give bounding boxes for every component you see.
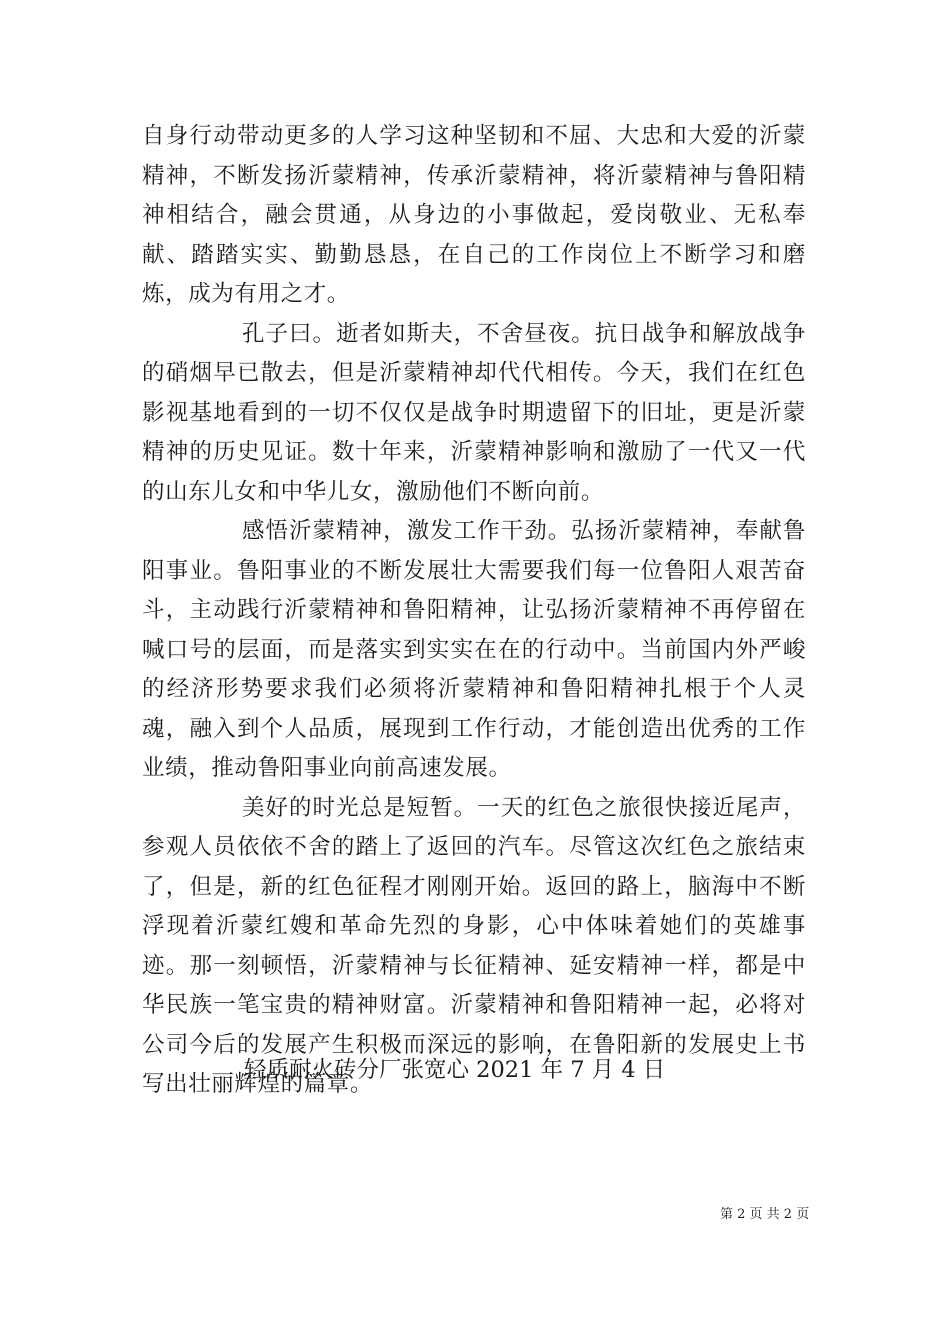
page-number-footer: 第 2 页 共 2 页 [720, 1207, 810, 1222]
paragraph-confucius: 孔子曰。逝者如斯夫，不舍昼夜。抗日战争和解放战争的硝烟早已散去，但是沂蒙精神却代代相传。今天，我们在红色影视基地看到的一切不仅仅是战争时期遗留下的旧址，更是沂蒙精神的历史见证。数十年来，沂蒙精神影响和激励了一代又一代的山东儿女和中华儿女，激励他们不断向前。 [142, 320, 806, 505]
signature-line: 轻质耐火砖分厂张宽心 2021 年 7 月 4 日 [244, 1057, 666, 1083]
document-body [142, 117, 806, 1105]
paragraph-continuation: 自身行动带动更多的人学习这种坚韧和不屈、大忠和大爱的沂蒙精神，不断发扬沂蒙精神，传承沂蒙精神，将沂蒙精神与鲁阳精神相结合，融会贯通，从身边的小事做起，爱岗敬业、无私奉献、踏踏实实、勤勤恳恳，在自己的工作岗位上不断学习和磨炼，成为有用之才。 [142, 123, 806, 307]
paragraph-conclusion: 美好的时光总是短暂。一天的红色之旅很快接近尾声，参观人员依依不舍的踏上了返回的汽车。尽管这次红色之旅结束了，但是，新的红色征程才刚刚开始。返回的路上，脑海中不断浮现着沂蒙红嫂和革命先烈的身影，心中体味着她们的英雄事迹。那一刻顿悟，沂蒙精神与长征精神、延安精神一样，都是中华民族一笔宝贵的精神财富。沂蒙精神和鲁阳精神一起，必将对公司今后的发展产生积极而深远的影响，在鲁阳新的发展史上书写出壮丽辉煌的篇章。 [142, 794, 806, 1097]
paragraph-inspiration: 感悟沂蒙精神，激发工作干劲。弘扬沂蒙精神，奉献鲁阳事业。鲁阳事业的不断发展壮大需要我们每一位鲁阳人艰苦奋斗，主动践行沂蒙精神和鲁阳精神，让弘扬沂蒙精神不再停留在喊口号的层面，而是落实到实实在在的行动中。当前国内外严峻的经济形势要求我们必须将沂蒙精神和鲁阳精神扎根于个人灵魂，融入到个人品质，展现到工作行动，才能创造出优秀的工作业绩，推动鲁阳事业向前高速发展。 [142, 518, 806, 781]
